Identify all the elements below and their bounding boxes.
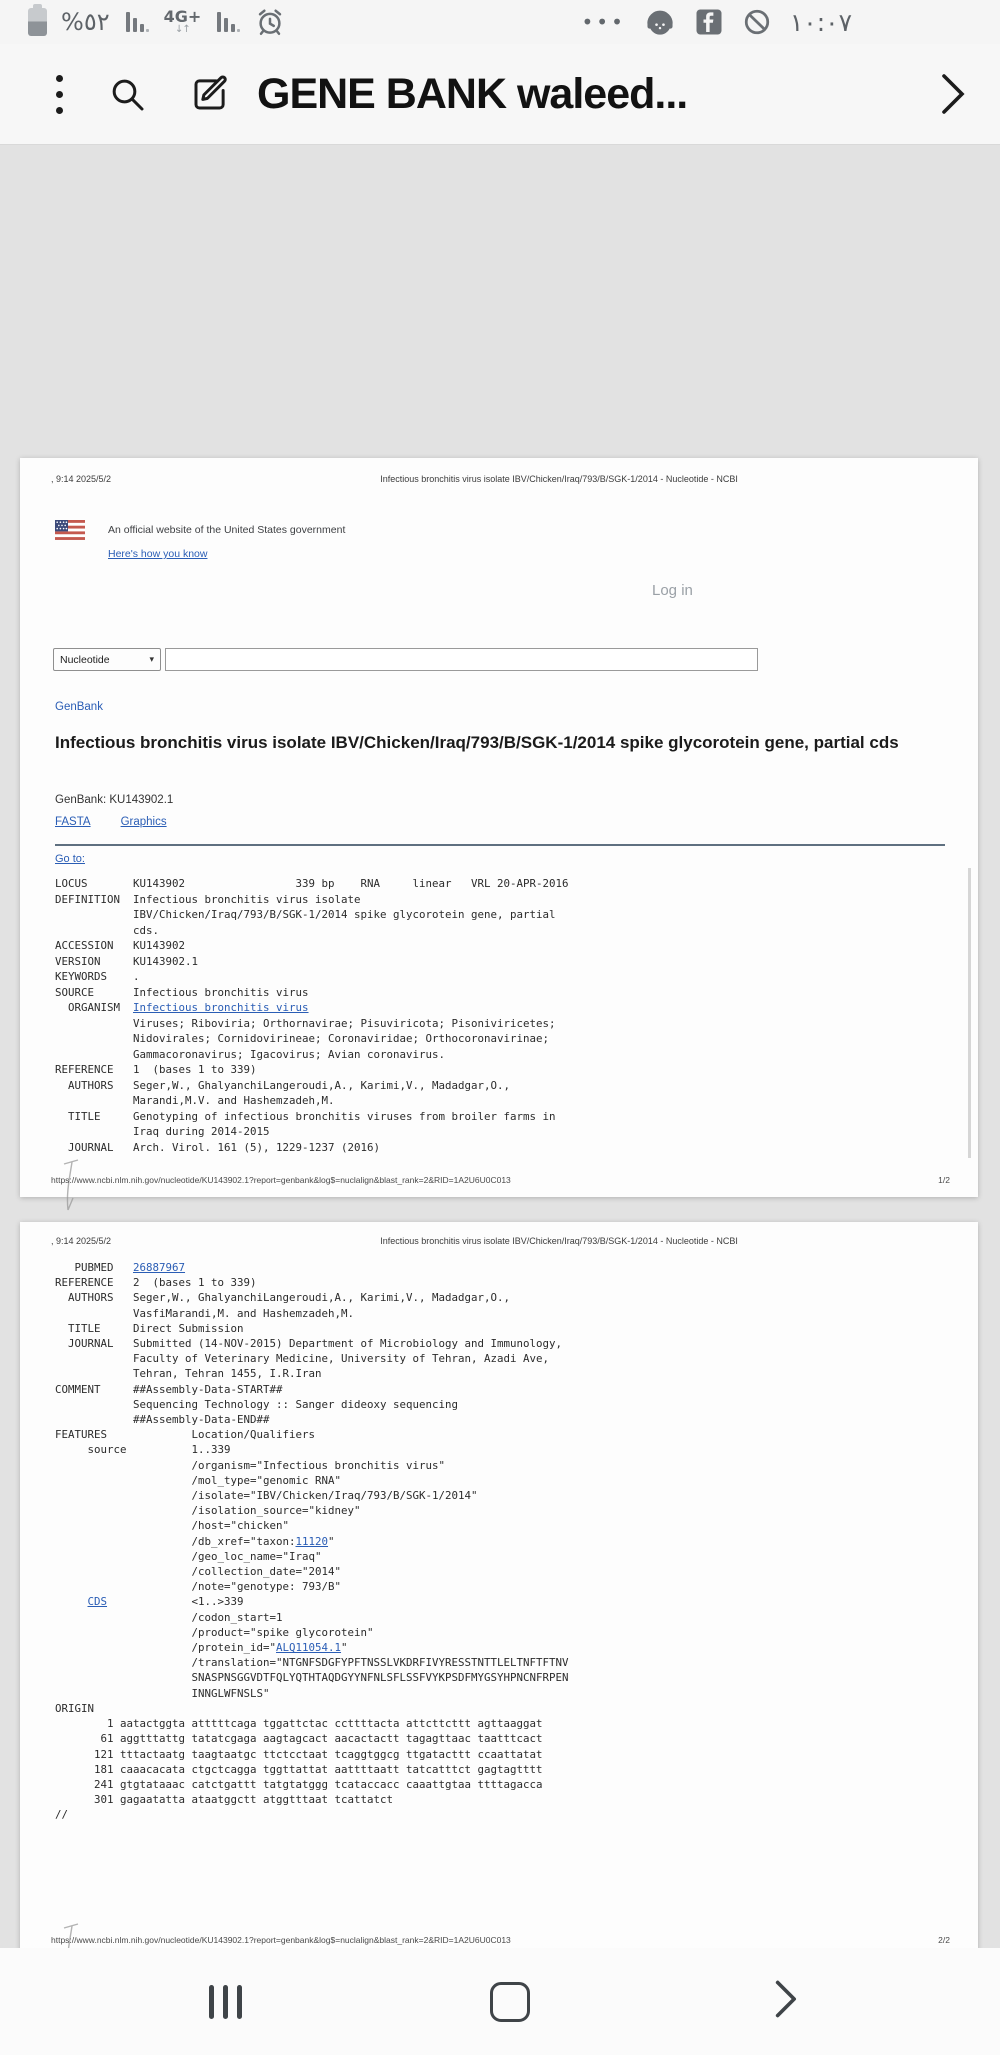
facebook-icon	[694, 7, 724, 37]
protein-id-link[interactable]: ALQ11054.1	[276, 1641, 342, 1655]
chevron-down-icon: ▾	[149, 654, 154, 664]
section-divider	[55, 844, 945, 846]
database-select-value: Nucleotide	[60, 653, 110, 666]
more-notifications-icon: •••	[581, 10, 626, 34]
network-type: 4G+ ↓↑	[163, 7, 202, 35]
battery-icon	[28, 8, 47, 36]
go-to-link[interactable]: Go to:	[55, 853, 85, 865]
page-title: GENE BANK waleed...	[257, 69, 688, 118]
open-note-button[interactable]	[938, 70, 966, 118]
signal-bars-icon	[124, 9, 150, 35]
pen-mark	[56, 1158, 96, 1218]
graphics-link[interactable]: Graphics	[120, 816, 167, 828]
alarm-icon	[255, 7, 285, 37]
record-title: Infectious bronchitis virus isolate IBV/Chicken/Iraq/793/B/SGK-1/2014 spike glycorotein gene, partial cds	[55, 733, 899, 752]
format-links	[55, 816, 167, 828]
document-page-1	[20, 458, 978, 1197]
document-canvas[interactable]	[0, 145, 1000, 1948]
print-footer	[51, 1175, 950, 1185]
headset-app-icon	[644, 6, 676, 38]
pubmed-link[interactable]: 26887967	[133, 1261, 186, 1274]
page-indicator: 2/2	[938, 1935, 950, 1945]
print-header-date: , 9:14 2025/5/2	[51, 474, 112, 484]
us-flag-icon	[55, 520, 85, 540]
menu-kebab-button[interactable]	[52, 71, 67, 118]
genbank-flatfile-block: PUBMED 26887967 REFERENCE 2 (bases 1 to 339) AUTHORS Seger,W., GhalyanchiLangeroudi,A., Karimi,V., Madadgar,O., VasfiMarandi,M. and Hashemzadeh,M. TITLE Direct Submission JOURNAL Submitted (14-NOV-2015) Department of Microbiology and Immunology, Faculty of Veterinary Medicine, University of Tehran, Azadi Ave, Tehran, Tehran 1455, I.R.Iran COMMENT ##Assembly-Data-START## Sequencing Technology :: Sanger dideoxy sequencing ##Assembly-Data-END## FEATURES Location/Qualifiers source 1..339 /organism="Infectious bronchitis virus" /mol_type="genomic RNA" /isolate="IBV/Chicken/Iraq/793/B/SGK-1/2014" /isolation_source="kidney" /host="chicken" /db_xref="taxon:11120" /geo_loc_name="Iraq" /collection_date="2014" /note="genotype: 793/B" CDS <1..>339 /codon_start=1 /product="spike glycorotein" /protein_id="ALQ11054.1" /translation="NTGNFSDGFYPFTNSSLVKDRFIVYRESSTNTTLELTNFTFTNV SNASPNSGGVDTFQLYQTHTAQDGYYNFNLSFLSSFVYKPSDFMYGSYHPNCNFRPEN INNGLWFNSLS" ORIGIN 1 aatactggta atttttcaga tggattctac ccttttacta attcttcttt agttaaggat 61 aggtttattg tatatcgaga aagtagcact aacactactt tagagttaac taatttcact 121 tttactaatg taagtaatgc ttctcctaat tcaggtggcg ttgatacttt ccaattatat 181 caaacacata ctgctcagga tggttattat aattttaatt tatcatttct gagtagtttt 241 gtgtataaac catctgattt tatgtatggg tcataccacc caaattgtaa ttttagacca 301 gagaatatta ataatggctt atggtttaat tcattatct //	[55, 1261, 569, 1822]
print-header-title: Infectious bronchitis virus isolate IBV/Chicken/Iraq/793/B/SGK-1/2014 - Nucleotide - NCBI	[380, 474, 738, 484]
chevron-right-icon	[938, 70, 966, 118]
print-header-title: Infectious bronchitis virus isolate IBV/Chicken/Iraq/793/B/SGK-1/2014 - Nucleotide - NCBI	[380, 1236, 738, 1246]
captured-scrollbar	[968, 868, 971, 1158]
home-button[interactable]	[490, 1982, 530, 2022]
recents-icon	[209, 1985, 214, 2019]
taxon-link[interactable]: 11120	[295, 1534, 329, 1548]
clock-time: ١٠:٠٧	[789, 7, 852, 37]
organism-link[interactable]: Infectious bronchitis virus	[133, 1001, 309, 1014]
back-button[interactable]	[772, 1977, 798, 2026]
accession-line: GenBank: KU143902.1	[55, 794, 174, 806]
data-arrows-icon: ↓↑	[175, 24, 190, 35]
cds-link[interactable]: CDS	[87, 1595, 108, 1609]
document-page-2	[20, 1222, 978, 1957]
print-header	[51, 1236, 947, 1246]
recents-button[interactable]	[203, 1979, 248, 2025]
database-select[interactable]	[53, 648, 161, 671]
heres-how-you-know-link[interactable]: Here's how you know	[108, 548, 208, 560]
footer-url: https://www.ncbi.nlm.nih.gov/nucleotide/KU143902.1?report=genbank&log$=nuclalign&blast_rank=2&RID=1A2U6U0C013	[51, 1175, 511, 1185]
fasta-link[interactable]: FASTA	[55, 816, 91, 828]
do-not-disturb-icon	[742, 7, 772, 37]
print-header	[51, 474, 947, 484]
edit-button[interactable]	[189, 73, 231, 115]
compose-icon	[189, 73, 231, 115]
search-icon	[107, 74, 147, 114]
battery-percent: %٥٢	[61, 8, 110, 36]
gov-banner-text: An official website of the United States government	[108, 524, 346, 536]
app-header	[0, 44, 1000, 145]
print-header-date: , 9:14 2025/5/2	[51, 1236, 112, 1246]
search-button[interactable]	[107, 74, 147, 114]
genbank-breadcrumb-link[interactable]: GenBank	[55, 701, 103, 713]
genbank-flatfile-block: LOCUS KU143902 339 bp RNA linear VRL 20-APR-2016 DEFINITION Infectious bronchitis virus isolate IBV/Chicken/Iraq/793/B/SGK-1/2014 spike glycorotein gene, partial cds. ACCESSION KU143902 VERSION KU143902.1 KEYWORDS . SOURCE Infectious bronchitis virus ORGANISM Infectious bronchitis virus Viruses; Riboviria; Orthornavirae; Pisuviricota; Pisoniviricetes; Nidovirales; Cornidovirineae; Coronaviridae; Orthocoronavirinae; Gammacoronavirus; Igacovirus; Avian coronavirus. REFERENCE 1 (bases 1 to 339) AUTHORS Seger,W., GhalyanchiLangeroudi,A., Karimi,V., Madadgar,O., Marandi,M.V. and Hashemzadeh,M. TITLE Genotyping of infectious bronchitis viruses from broiler farms in Iraq during 2014-2015 JOURNAL Arch. Virol. 161 (5), 1229-1237 (2016)	[55, 877, 569, 1154]
navigation-bar	[0, 1948, 1000, 2055]
status-left-cluster	[28, 7, 285, 37]
footer-url: https://www.ncbi.nlm.nih.gov/nucleotide/KU143902.1?report=genbank&log$=nuclalign&blast_rank=2&RID=1A2U6U0C013	[51, 1935, 511, 1945]
log-in-button[interactable]: Log in	[652, 582, 693, 599]
back-chevron-icon	[772, 1977, 798, 2021]
page-indicator: 1/2	[938, 1175, 950, 1185]
print-footer	[51, 1935, 950, 1945]
status-bar	[0, 0, 1000, 44]
signal-bars-icon-2	[215, 9, 241, 35]
status-right-cluster	[581, 6, 1000, 38]
search-input[interactable]	[165, 648, 758, 671]
